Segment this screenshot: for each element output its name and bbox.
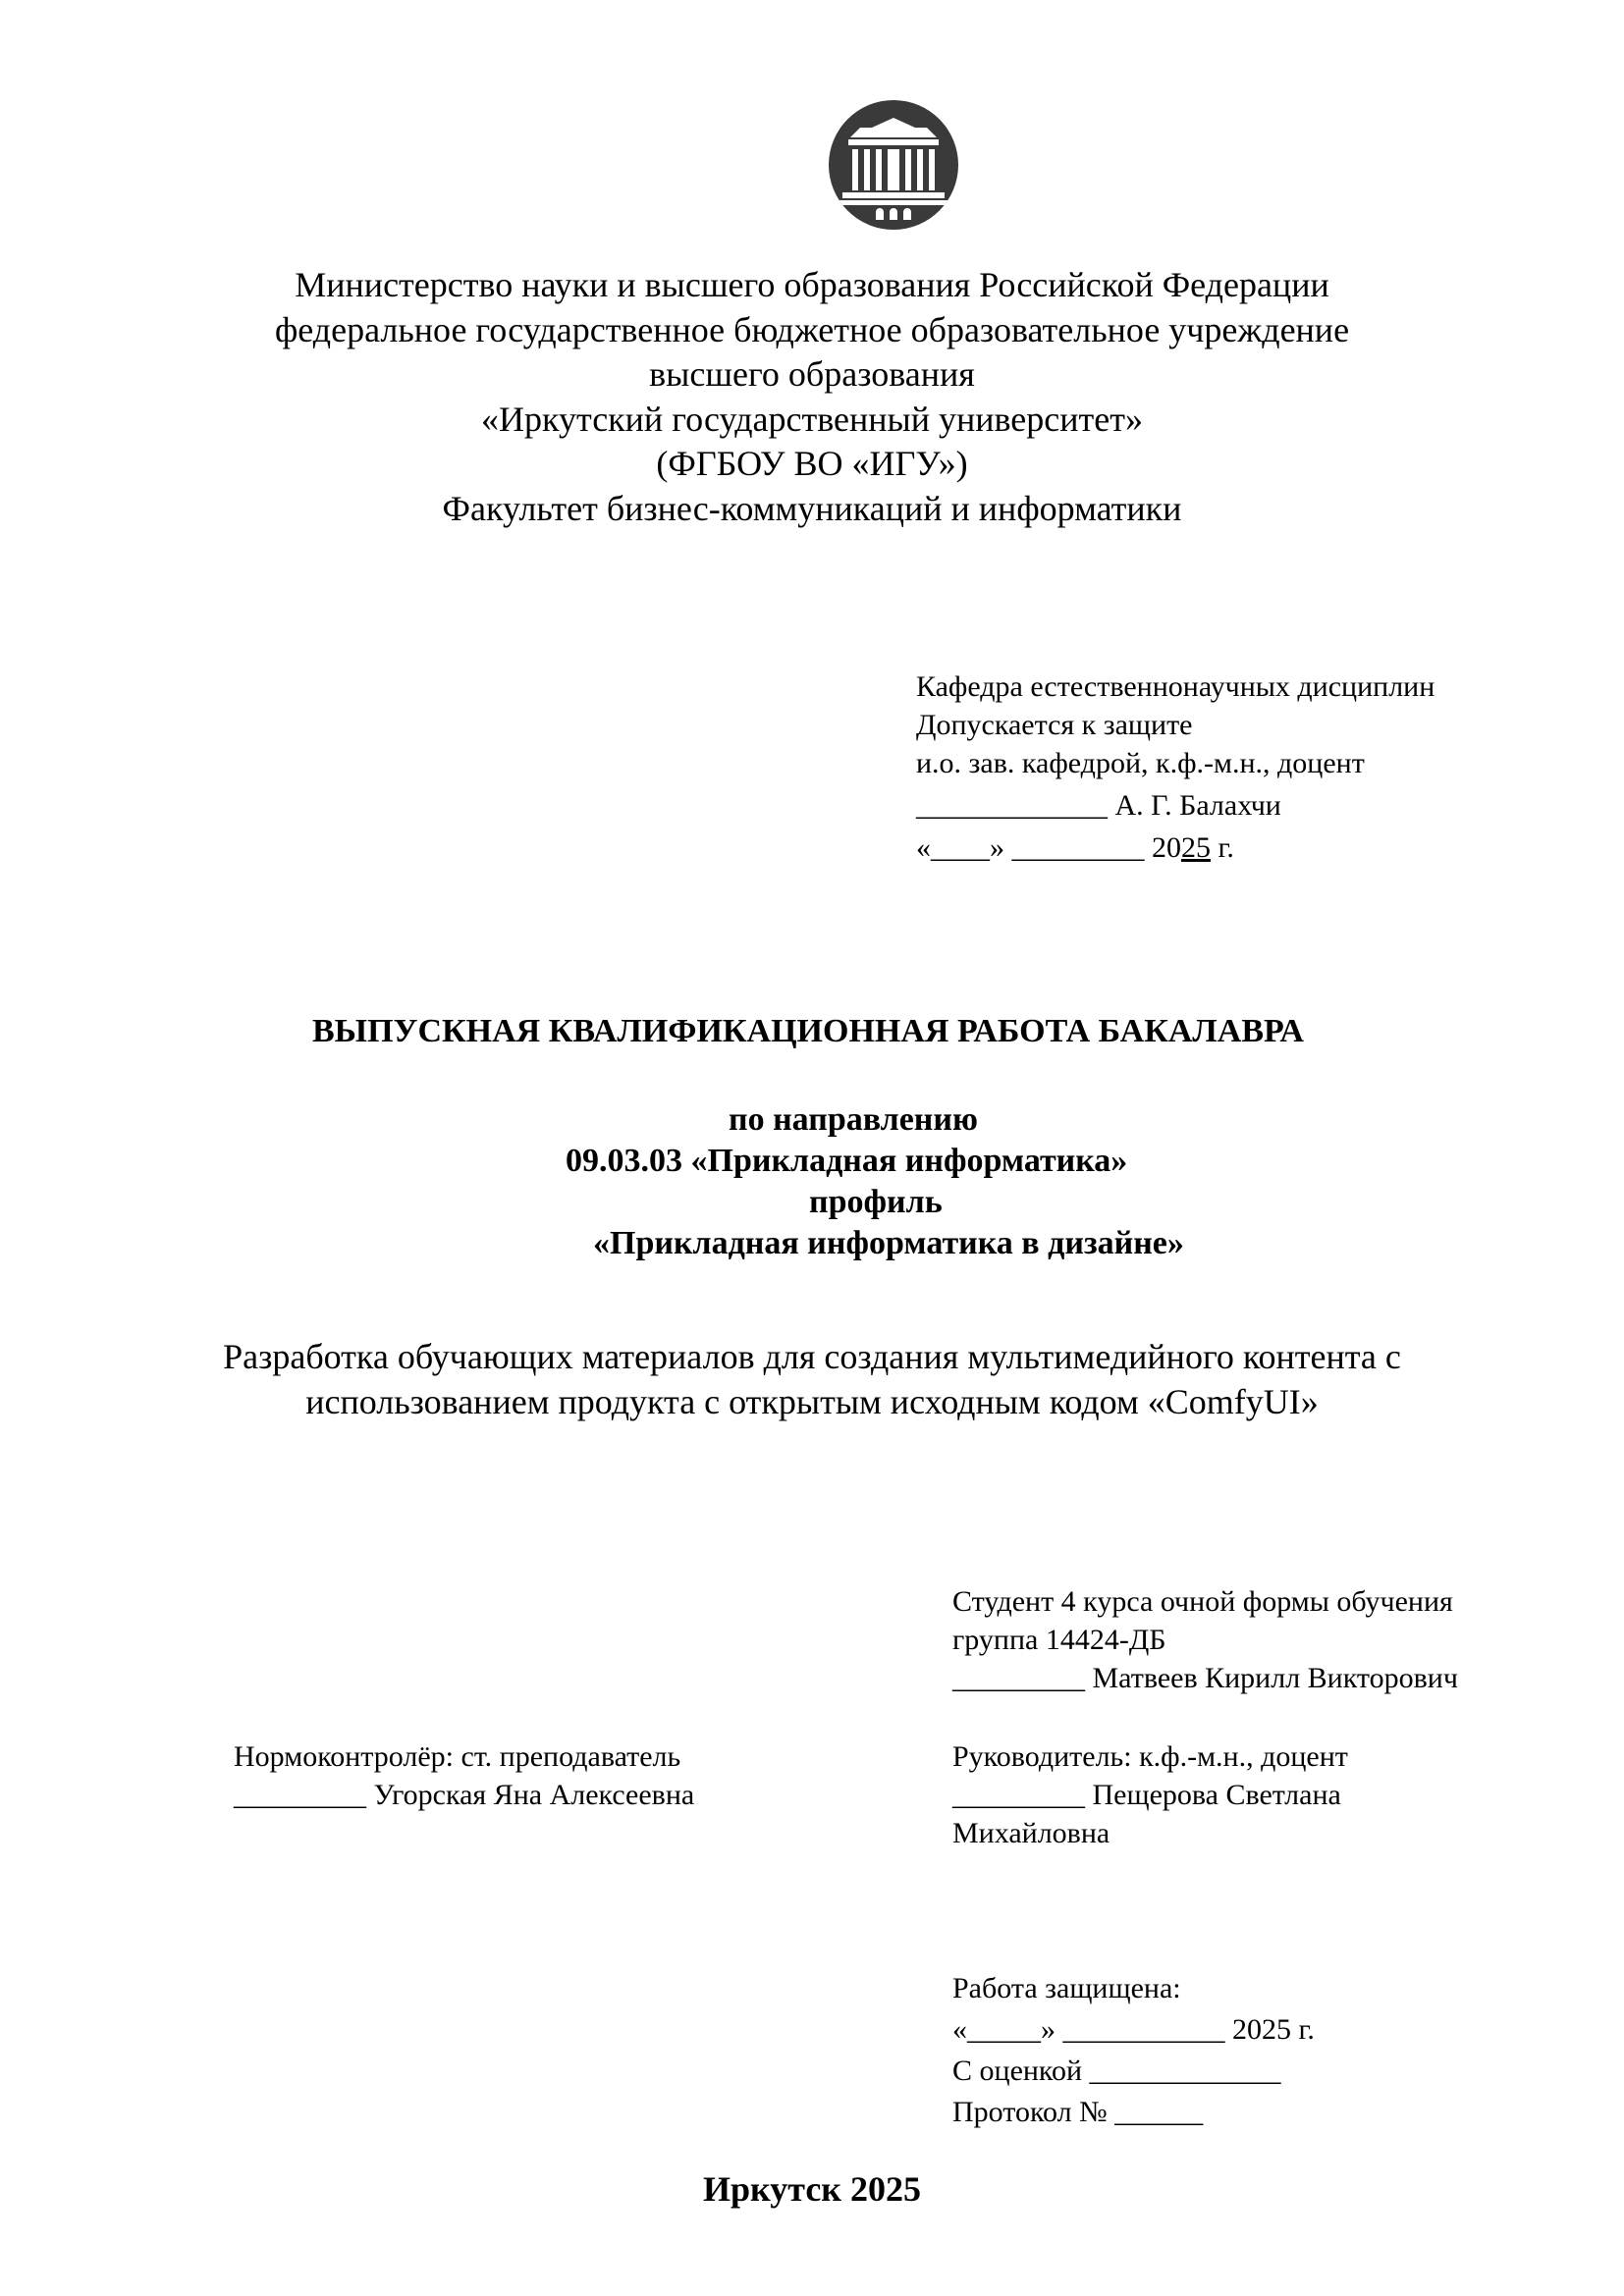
defense-status: Работа защищена: — [952, 1972, 1181, 2004]
student-block — [952, 1582, 1458, 1697]
defense-grade: С оценкой _____________ — [952, 2055, 1281, 2087]
direction-block — [0, 1099, 1624, 1264]
approval-date-prefix: «____» _________ 20 — [916, 831, 1181, 864]
topic-line: использованием продукта с открытым исходным кодом «ComfyUI» — [305, 1381, 1319, 1421]
header-line: «Иркутский государственный университет» — [481, 399, 1143, 439]
student-course: Студент 4 курса очной формы обучения — [952, 1585, 1453, 1618]
topic-line: Разработка обучающих материалов для создания мультимедийного контента с — [223, 1337, 1401, 1376]
admission-note: Допускается к защите — [916, 709, 1193, 741]
head-signature: _____________ А. Г. Балахчи — [916, 789, 1281, 822]
university-logo-icon — [823, 98, 964, 232]
thesis-topic — [0, 1335, 1624, 1424]
supervisor-block — [952, 1737, 1348, 1852]
student-group: группа 14424-ДБ — [952, 1624, 1166, 1656]
profile-name: «Прикладная информатика в дизайне» — [593, 1225, 1184, 1261]
supervisor-signature: _________ Пещерова Светлана — [952, 1779, 1341, 1811]
head-position: и.о. зав. кафедрой, к.ф.-м.н., доцент — [916, 747, 1365, 779]
approval-date-year: 25 — [1181, 831, 1211, 864]
student-signature: _________ Матвеев Кирилл Викторович — [952, 1662, 1458, 1694]
city-year: Иркутск 2025 — [702, 2169, 922, 2209]
supervisor-name-cont: Михайловна — [952, 1817, 1110, 1849]
work-type-title: ВЫПУСКНАЯ КВАЛИФИКАЦИОННАЯ РАБОТА БАКАЛАВРА — [312, 1013, 1304, 1049]
direction-label: по направлению — [729, 1101, 978, 1138]
profile-label: профиль — [809, 1184, 943, 1220]
defense-block — [952, 1968, 1315, 2133]
normcontrol-block — [234, 1737, 694, 1814]
supervisor-position: Руководитель: к.ф.-м.н., доцент — [952, 1740, 1348, 1773]
approval-date — [916, 828, 1435, 867]
defense-protocol: Протокол № ______ — [952, 2096, 1204, 2128]
department-name: Кафедра естественнонаучных дисциплин — [916, 670, 1435, 703]
normcontrol-position: Нормоконтролёр: ст. преподаватель — [234, 1740, 681, 1773]
header-line: высшего образования — [649, 354, 975, 394]
header-line: Министерство науки и высшего образования Российской Федерации — [295, 265, 1329, 304]
header-line: Факультет бизнес-коммуникаций и информатики — [442, 488, 1182, 528]
defense-date: «_____» ___________ 2025 г. — [952, 2013, 1315, 2046]
header-line: федеральное государственное бюджетное образовательное учреждение — [274, 309, 1350, 349]
normcontrol-signature: _________ Угорская Яна Алексеевна — [234, 1779, 695, 1811]
direction-code: 09.03.03 «Прикладная информатика» — [566, 1143, 1128, 1179]
approval-date-suffix: г. — [1211, 831, 1234, 864]
approval-block — [916, 667, 1435, 867]
header-line: (ФГБОУ ВО «ИГУ») — [656, 444, 968, 483]
institution-header — [0, 263, 1624, 531]
